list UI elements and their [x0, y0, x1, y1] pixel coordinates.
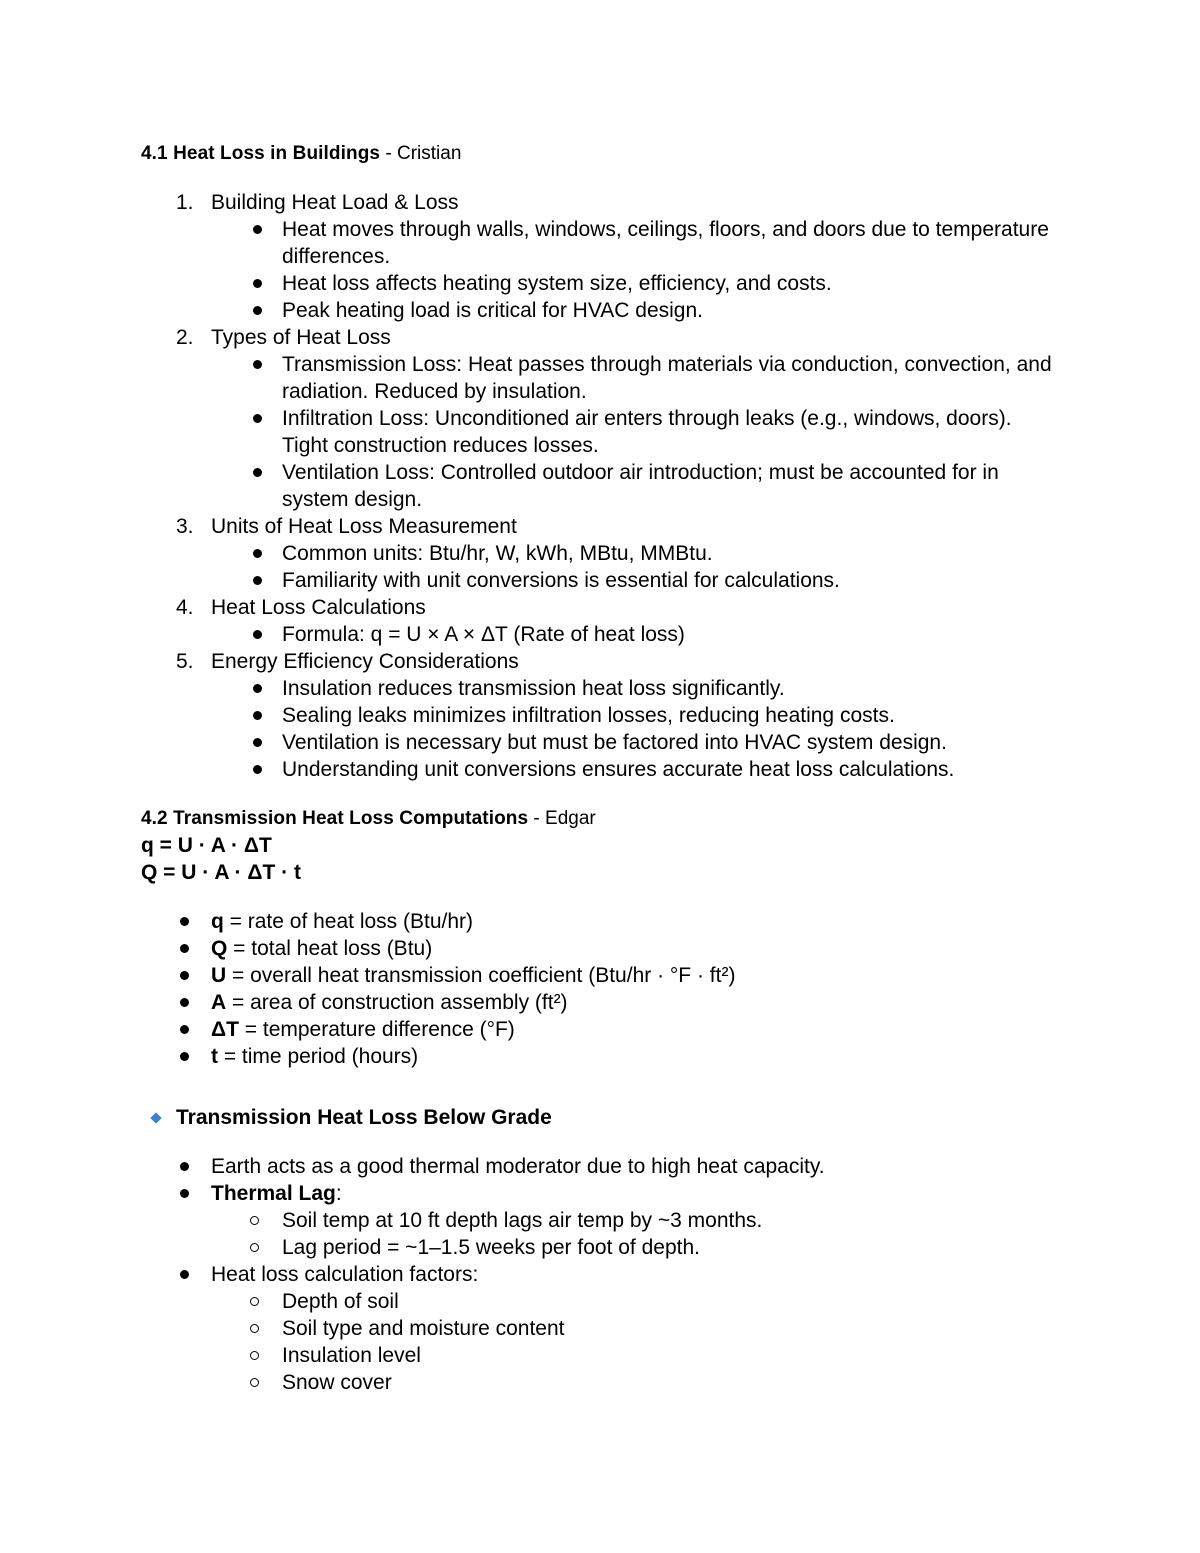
- bullet-list: [141, 216, 1061, 324]
- list-item-text: Heat loss affects heating system size, efficiency, and costs.: [282, 272, 832, 295]
- bullet-icon: [180, 944, 189, 953]
- list-item: [141, 1180, 1061, 1207]
- variable-symbol: U: [211, 964, 227, 987]
- sublist-item-text: Depth of soil: [282, 1290, 399, 1313]
- list-item-text: Peak heating load is critical for HVAC design.: [282, 299, 703, 322]
- sublist-item-text: Lag period = ~1–1.5 weeks per foot of depth.: [282, 1236, 700, 1259]
- list-item: [141, 270, 1061, 297]
- list-item-text: Heat loss calculation factors:: [211, 1263, 479, 1286]
- list-item: [141, 989, 1061, 1016]
- section-heading-4-2: [141, 805, 1061, 832]
- sublist-item: [141, 1342, 1061, 1369]
- list-item-text: Sealing leaks minimizes infiltration losses, reducing heating costs.: [282, 704, 895, 727]
- variable-symbol: t: [211, 1045, 218, 1068]
- outline-item: [141, 324, 1061, 351]
- list-item: [141, 675, 1061, 702]
- item-title: Heat Loss Calculations: [211, 596, 426, 619]
- diamond-bullet-icon: [150, 1112, 161, 1123]
- bullet-icon: [253, 306, 262, 315]
- bullet-icon: [253, 630, 262, 639]
- bullet-icon: [253, 468, 262, 477]
- list-item: [141, 756, 1061, 783]
- item-title: Types of Heat Loss: [211, 326, 391, 349]
- sublist-item-text: Insulation level: [282, 1344, 421, 1367]
- list-item-text: Familiarity with unit conversions is essential for calculations.: [282, 569, 840, 592]
- term-suffix: :: [335, 1182, 342, 1205]
- list-item-text: Ventilation is necessary but must be factored into HVAC system design.: [282, 731, 947, 754]
- item-number: 1.: [176, 191, 194, 214]
- factors-sublist: [141, 1288, 1061, 1396]
- variable-description: = temperature difference (°F): [238, 1018, 515, 1041]
- outline-item: [141, 513, 1061, 540]
- below-grade-list-continued: [141, 1261, 1061, 1288]
- hollow-bullet-icon: [250, 1324, 259, 1333]
- item-title: Energy Efficiency Considerations: [211, 650, 519, 673]
- list-item: [141, 702, 1061, 729]
- list-item-text: Insulation reduces transmission heat loss significantly.: [282, 677, 785, 700]
- variable-symbol: Q: [211, 937, 228, 960]
- term-thermal-lag: Thermal Lag: [211, 1182, 336, 1205]
- variable-symbol: q: [211, 910, 224, 933]
- section-author: - Edgar: [528, 808, 596, 829]
- sublist-item-text: Soil type and moisture content: [282, 1317, 565, 1340]
- item-number: 4.: [176, 596, 194, 619]
- list-item: [141, 1043, 1061, 1070]
- hollow-bullet-icon: [250, 1378, 259, 1387]
- hollow-bullet-icon: [250, 1216, 259, 1225]
- bullet-list: [141, 675, 1061, 783]
- list-item: [141, 908, 1061, 935]
- bullet-list: [141, 621, 1061, 648]
- list-item-text: Ventilation Loss: Controlled outdoor air introduction; must be accounted for in system design.: [282, 461, 999, 511]
- thermal-lag-sublist: [141, 1207, 1061, 1261]
- list-item: [141, 1261, 1061, 1288]
- sublist-item: [141, 1234, 1061, 1261]
- sublist-item: [141, 1369, 1061, 1396]
- list-item: [141, 1016, 1061, 1043]
- variable-list: [141, 908, 1061, 1070]
- list-item: [141, 567, 1061, 594]
- list-item-text: Heat moves through walls, windows, ceilings, floors, and doors due to temperature differences.: [282, 218, 1049, 268]
- bullet-icon: [253, 360, 262, 369]
- heat-loss-outline: [141, 189, 1061, 783]
- bullet-icon: [253, 765, 262, 774]
- variable-description: = rate of heat loss (Btu/hr): [223, 910, 474, 933]
- bullet-icon: [180, 1189, 189, 1198]
- section-heading-4-1: [141, 140, 1061, 167]
- list-item: [141, 459, 1061, 513]
- bullet-icon: [180, 1270, 189, 1279]
- list-item-text: Earth acts as a good thermal moderator due to high heat capacity.: [211, 1155, 825, 1178]
- sublist-item: [141, 1288, 1061, 1315]
- bullet-icon: [180, 1025, 189, 1034]
- list-item-text: Common units: Btu/hr, W, kWh, MBtu, MMBtu.: [282, 542, 713, 565]
- bullet-icon: [253, 711, 262, 720]
- item-number: 3.: [176, 515, 194, 538]
- bullet-list: [141, 540, 1061, 594]
- sublist-item-text: Snow cover: [282, 1371, 392, 1394]
- bullet-icon: [253, 549, 262, 558]
- subsection-title: Transmission Heat Loss Below Grade: [176, 1106, 552, 1129]
- list-item: [141, 216, 1061, 270]
- list-item-text: Transmission Loss: Heat passes through materials via conduction, convection, and radiation. Reduced by insulation.: [282, 353, 1052, 403]
- bullet-icon: [180, 998, 189, 1007]
- list-item-text: Formula: q = U × A × ΔT (Rate of heat loss): [282, 623, 685, 646]
- list-item: [141, 621, 1061, 648]
- bullet-icon: [253, 738, 262, 747]
- list-item-text: Understanding unit conversions ensures accurate heat loss calculations.: [282, 758, 955, 781]
- outline-item: [141, 648, 1061, 675]
- sublist-item-text: Soil temp at 10 ft depth lags air temp by ~3 months.: [282, 1209, 763, 1232]
- sublist-item: [141, 1315, 1061, 1342]
- variable-symbol: A: [211, 991, 227, 1014]
- section-author: - Cristian: [380, 143, 462, 164]
- bullet-list: [141, 351, 1061, 513]
- bullet-icon: [180, 917, 189, 926]
- item-number: 5.: [176, 650, 194, 673]
- document-page: [141, 140, 1061, 1396]
- outline-item: [141, 594, 1061, 621]
- bullet-icon: [180, 1052, 189, 1061]
- variable-symbol: ΔT: [211, 1018, 239, 1041]
- bullet-icon: [253, 684, 262, 693]
- bullet-icon: [253, 414, 262, 423]
- list-item: [141, 540, 1061, 567]
- list-item: [141, 351, 1061, 405]
- subsection-heading-below-grade: [141, 1104, 1061, 1131]
- section-title: 4.2 Transmission Heat Loss Computations: [141, 808, 529, 829]
- bullet-icon: [253, 576, 262, 585]
- item-title: Units of Heat Loss Measurement: [211, 515, 517, 538]
- list-item: [141, 962, 1061, 989]
- formula-total: Q = U · A · ΔT · t: [141, 861, 301, 884]
- list-item: [141, 1153, 1061, 1180]
- item-number: 2.: [176, 326, 194, 349]
- below-grade-list: [141, 1153, 1061, 1207]
- outline-item: [141, 189, 1061, 216]
- variable-description: = total heat loss (Btu): [227, 937, 433, 960]
- variable-description: = time period (hours): [218, 1045, 419, 1068]
- hollow-bullet-icon: [250, 1297, 259, 1306]
- hollow-bullet-icon: [250, 1351, 259, 1360]
- list-item-text: Infiltration Loss: Unconditioned air enters through leaks (e.g., windows, doors). Tight construction reduces losses.: [282, 407, 1012, 457]
- variable-description: = area of construction assembly (ft²): [226, 991, 568, 1014]
- list-item: [141, 405, 1061, 459]
- section-title: 4.1 Heat Loss in Buildings: [141, 143, 381, 164]
- bullet-icon: [180, 971, 189, 980]
- list-item: [141, 935, 1061, 962]
- bullet-icon: [253, 225, 262, 234]
- hollow-bullet-icon: [250, 1243, 259, 1252]
- sublist-item: [141, 1207, 1061, 1234]
- list-item: [141, 729, 1061, 756]
- formula-rate: q = U · A · ΔT: [141, 834, 272, 857]
- item-title: Building Heat Load & Loss: [211, 191, 459, 214]
- list-item: [141, 297, 1061, 324]
- bullet-icon: [180, 1162, 189, 1171]
- variable-description: = overall heat transmission coefficient (Btu/hr · °F · ft²): [226, 964, 736, 987]
- bullet-icon: [253, 279, 262, 288]
